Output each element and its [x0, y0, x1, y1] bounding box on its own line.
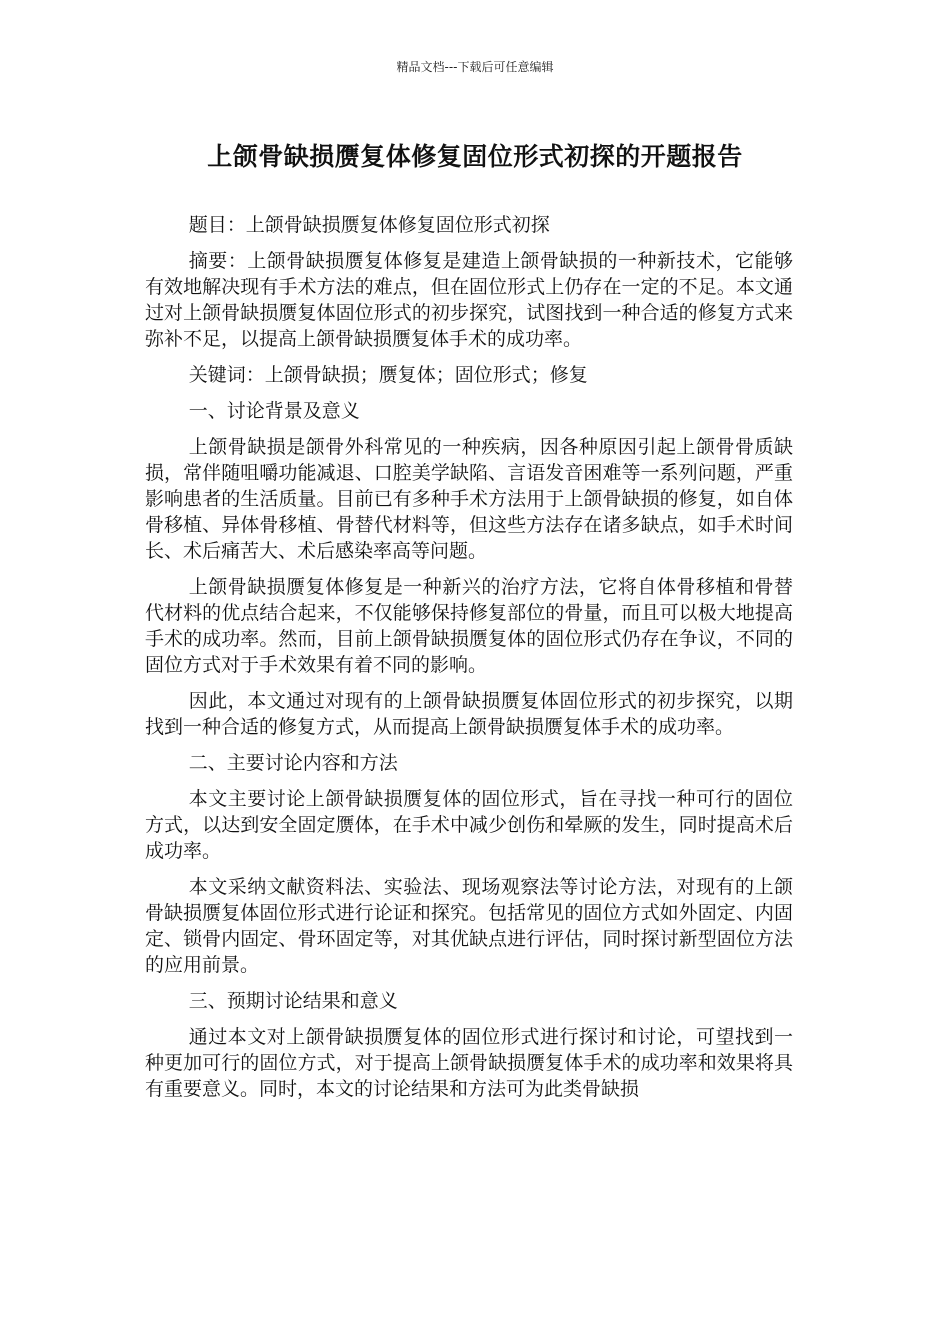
keywords-line: 关键词：上颌骨缺损；赝复体；固位形式；修复	[188, 364, 588, 386]
background-paragraph-1: 上颌骨缺损是颌骨外科常见的一种疾病，因各种原因引起上颌骨骨质缺损，常伴随咀嚼功能减退、口腔美学缺陷、言语发音困难等一系列问题，严重影响患者的生活质量。目前已有多种手术方法用于上颌骨缺损的修复，如自体骨移植、异体骨移植、骨替代材料等，但这些方法存在诸多缺点，如手术时间长、术后痛苦大、术后感染率高等问题。	[145, 436, 793, 562]
methods-paragraph: 本文采纳文献资料法、实验法、现场观察法等讨论方法，对现有的上颌骨缺损赝复体固位形式进行论证和探究。包括常见的固位方式如外固定、内固定、锁骨内固定、骨环固定等，对其优缺点进行评估，同时探讨新型固位方法的应用前景。	[145, 876, 793, 976]
section-heading-content-methods: 二、主要讨论内容和方法	[188, 752, 398, 774]
section-heading-expected-results: 三、预期讨论结果和意义	[188, 990, 398, 1012]
header-note: 精品文档---下载后可任意编辑	[396, 60, 554, 74]
content-paragraph: 本文主要讨论上颌骨缺损赝复体的固位形式，旨在寻找一种可行的固位方式，以达到安全固定赝体，在手术中减少创伤和晕厥的发生，同时提高术后成功率。	[145, 788, 793, 862]
document-body	[145, 212, 793, 1112]
section-heading-background: 一、讨论背景及意义	[188, 400, 360, 422]
document-title: 上颌骨缺损赝复体修复固位形式初探的开题报告	[207, 142, 743, 171]
background-paragraph-2: 上颌骨缺损赝复体修复是一种新兴的治疗方法，它将自体骨移植和骨替代材料的优点结合起来，不仅能够保持修复部位的骨量，而且可以极大地提高手术的成功率。然而，目前上颌骨缺损赝复体的固位形式仍存在争议，不同的固位方式对于手术效果有着不同的影响。	[145, 576, 793, 676]
topic-line: 题目：上颌骨缺损赝复体修复固位形式初探	[188, 214, 550, 236]
background-paragraph-3: 因此，本文通过对现有的上颌骨缺损赝复体固位形式的初步探究，以期找到一种合适的修复方式，从而提高上颌骨缺损赝复体手术的成功率。	[145, 690, 793, 738]
results-paragraph: 通过本文对上颌骨缺损赝复体的固位形式进行探讨和讨论，可望找到一种更加可行的固位方式，对于提高上颌骨缺损赝复体手术的成功率和效果将具有重要意义。同时，本文的讨论结果和方法可为此类骨缺损	[145, 1026, 793, 1100]
abstract-paragraph: 摘要：上颌骨缺损赝复体修复是建造上颌骨缺损的一种新技术，它能够有效地解决现有手术方法的难点，但在固位形式上仍存在一定的不足。本文通过对上颌骨缺损赝复体固位形式的初步探究，试图找到一种合适的修复方式来弥补不足，以提高上颌骨缺损赝复体手术的成功率。	[145, 250, 793, 350]
